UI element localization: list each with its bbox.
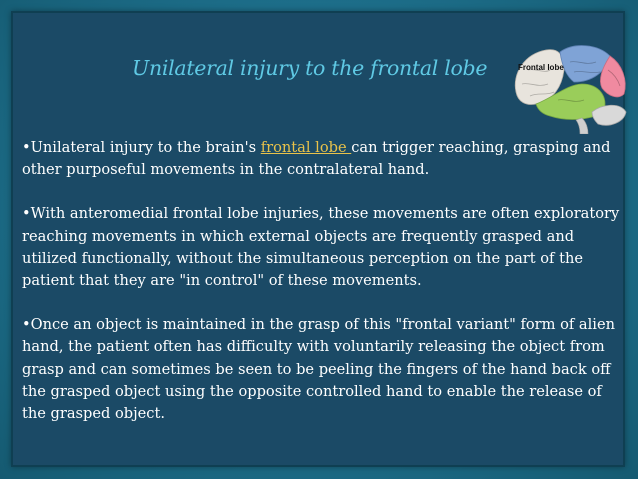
paragraph-1-end: can trigger reaching, grasping and other purposeful movements in the contralateral hand. [22,139,611,179]
paragraph-3: •Once an object is maintained in the grasp of this "frontal variant" form of alien hand, the patient often has difficulty with voluntarily releasing the object from grasp and can sometimes be seen to be peeling the fingers of the hand back off the grasped object using the opposite controlled hand to enable the release of the grasped object. [22,316,615,423]
paragraph-2: •With anteromedial frontal lobe injuries, these movements are often exploratory reaching movements in which external objects are frequently grasped and utilized functionally, without the simultaneous perception on the part of the patient that they are "in control" of these movements. [22,205,620,290]
paragraph-1 [22,137,622,181]
slide-body [22,137,622,447]
slide-title: Unilateral injury to the frontal lobe [132,56,488,80]
frontal-lobe-link[interactable]: frontal lobe [260,139,352,156]
paragraph-1-start: •Unilateral injury to the brain's [22,139,261,156]
brain-lobe-label: Frontal lobe [518,63,564,72]
brain-diagram-image [508,40,630,134]
